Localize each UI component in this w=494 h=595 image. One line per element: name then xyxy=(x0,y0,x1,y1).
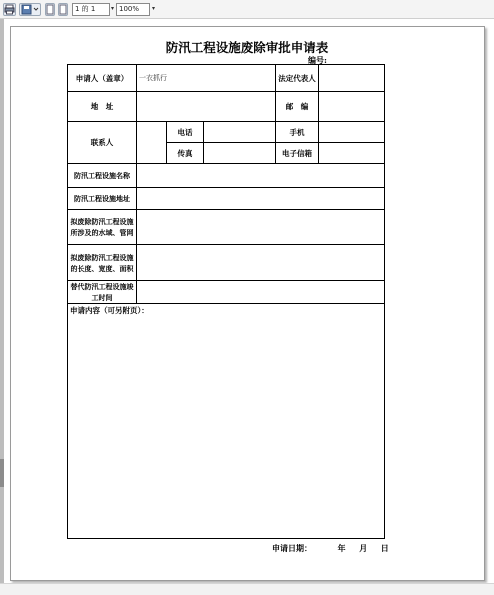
application-form-table xyxy=(67,64,385,539)
email-field[interactable] xyxy=(319,143,385,164)
next-page-button[interactable] xyxy=(58,3,68,16)
fax-field[interactable] xyxy=(204,143,276,164)
application-date xyxy=(272,543,389,554)
phone-field[interactable] xyxy=(204,122,276,143)
applicant-label: 申请人（盖章） xyxy=(68,65,137,92)
email-label: 电子信箱 xyxy=(276,143,319,164)
date-label: 申请日期： xyxy=(272,543,312,553)
prev-page-button[interactable] xyxy=(45,3,55,16)
zoom-select[interactable]: 100% xyxy=(116,3,150,16)
facility-location-field[interactable] xyxy=(137,188,385,210)
chevron-down-icon[interactable]: ▾ xyxy=(152,5,156,12)
month-label: 月 xyxy=(359,543,368,553)
applicant-field[interactable] xyxy=(137,65,276,92)
contact-field[interactable] xyxy=(137,122,167,164)
day-label: 日 xyxy=(380,543,389,553)
waters-field[interactable] xyxy=(137,210,385,245)
application-content-label: 申请内容（可另附页）： xyxy=(70,306,149,315)
chevron-down-icon[interactable]: ▾ xyxy=(111,5,115,12)
legal-rep-field[interactable] xyxy=(319,65,385,92)
form-title: 防汛工程设施废除审批申请表 xyxy=(165,40,329,55)
vertical-scrollbar[interactable] xyxy=(0,19,4,595)
contact-label: 联系人 xyxy=(68,122,137,164)
legal-rep-label: 法定代表人 xyxy=(276,65,319,92)
size-field[interactable] xyxy=(137,245,385,281)
facility-name-label: 防汛工程设施名称 xyxy=(68,164,137,188)
size-label: 拟废除防汛工程设施的长度、宽度、面积 xyxy=(68,245,137,281)
postcode-label: 邮 编 xyxy=(276,92,319,122)
postcode-field[interactable] xyxy=(319,92,385,122)
viewer-toolbar xyxy=(0,0,494,19)
page-icon xyxy=(59,4,67,15)
horizontal-scrollbar[interactable] xyxy=(0,583,494,595)
facility-location-label: 防汛工程设施地址 xyxy=(68,188,137,210)
page-number-input[interactable]: 1 的 1 xyxy=(72,3,110,16)
address-label: 地 址 xyxy=(68,92,137,122)
mobile-field[interactable] xyxy=(319,122,385,143)
fax-label: 传真 xyxy=(167,143,204,164)
print-button[interactable] xyxy=(3,3,16,16)
printer-icon xyxy=(4,4,15,15)
application-content-field[interactable] xyxy=(68,304,385,539)
mobile-label: 手机 xyxy=(276,122,319,143)
waters-label: 拟废除防汛工程设施所涉及的水域、管网 xyxy=(68,210,137,245)
applicant-value: 一衣抓行 xyxy=(139,74,167,82)
scroll-thumb[interactable] xyxy=(0,459,4,487)
year-label: 年 xyxy=(337,543,346,553)
facility-name-field[interactable] xyxy=(137,164,385,188)
save-icon xyxy=(20,4,40,15)
serial-number-label: 编号: xyxy=(308,55,327,65)
page-icon xyxy=(46,4,54,15)
phone-label: 电话 xyxy=(167,122,204,143)
save-button[interactable] xyxy=(19,3,41,16)
completion-time-label: 替代防汛工程设施竣工时间 xyxy=(68,281,137,304)
address-field[interactable] xyxy=(137,92,276,122)
completion-time-field[interactable] xyxy=(137,281,385,304)
